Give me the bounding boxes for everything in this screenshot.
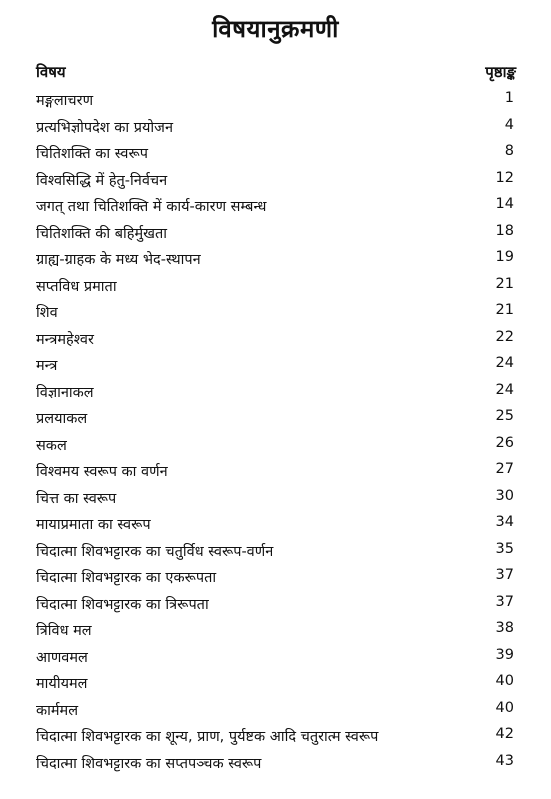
entry-page-number: 34 bbox=[495, 514, 514, 530]
entry-page-number: 40 bbox=[495, 699, 514, 716]
contents-entry bbox=[0, 325, 551, 352]
entry-page-number: 43 bbox=[495, 752, 514, 769]
contents-entry bbox=[0, 537, 551, 564]
contents-entry bbox=[0, 563, 551, 590]
entry-title: विश्वसिद्धि में हेतु-निर्वचन bbox=[36, 172, 168, 189]
entry-title: चित्त का स्वरूप bbox=[36, 490, 117, 507]
entry-page-number: 21 bbox=[495, 302, 514, 318]
entry-page-number: 38 bbox=[495, 620, 514, 636]
contents-entry bbox=[0, 272, 551, 299]
entry-title: आणवमल bbox=[36, 649, 88, 666]
entry-page-number: 27 bbox=[495, 461, 514, 477]
contents-entry bbox=[0, 192, 551, 219]
entry-title: चिदात्मा शिवभट्टारक का शून्य, प्राण, पुर्यष्टक आदि चतुरात्म स्वरूप bbox=[36, 729, 379, 745]
entry-page-number: 30 bbox=[495, 487, 514, 504]
entry-title: मङ्गलाचरण bbox=[36, 93, 94, 109]
contents-entry bbox=[0, 431, 551, 458]
entry-title: प्रलयाकल bbox=[36, 411, 88, 427]
entry-page-number: 19 bbox=[495, 249, 514, 265]
entry-title: चिदात्मा शिवभट्टारक का सप्तपञ्चक स्वरूप bbox=[36, 755, 262, 772]
entry-title: चिदात्मा शिवभट्टारक का एकरूपता bbox=[36, 570, 217, 586]
page-title: विषयानुक्रमणी bbox=[212, 15, 339, 43]
entry-title: मायाप्रमाता का स्वरूप bbox=[36, 517, 151, 533]
entry-page-number: 24 bbox=[495, 355, 514, 371]
entry-page-number: 39 bbox=[495, 646, 514, 663]
contents-list bbox=[0, 86, 551, 775]
entry-title: जगत् तथा चितिशक्ति में कार्य-कारण सम्बन्ध bbox=[36, 199, 267, 215]
entry-title: त्रिविध मल bbox=[36, 623, 92, 639]
contents-entry bbox=[0, 696, 551, 723]
entry-title: कार्ममल bbox=[36, 702, 79, 719]
contents-entry bbox=[0, 298, 551, 325]
entry-page-number: 14 bbox=[495, 196, 514, 212]
entry-title: सप्तविध प्रमाता bbox=[36, 278, 117, 295]
entry-page-number: 26 bbox=[495, 434, 514, 451]
entry-page-number: 35 bbox=[495, 540, 514, 557]
contents-entry bbox=[0, 404, 551, 431]
entry-page-number: 4 bbox=[504, 116, 514, 133]
contents-entry bbox=[0, 113, 551, 140]
entry-title: चितिशक्ति की बहिर्मुखता bbox=[36, 225, 168, 242]
page-column-header: पृष्ठाङ्क bbox=[485, 63, 516, 81]
entry-title: शिव bbox=[36, 305, 58, 321]
contents-entry bbox=[0, 669, 551, 696]
entry-title: चितिशक्ति का स्वरूप bbox=[36, 146, 148, 162]
contents-entry bbox=[0, 86, 551, 113]
entry-page-number: 25 bbox=[495, 408, 514, 424]
contents-entry bbox=[0, 457, 551, 484]
entry-page-number: 40 bbox=[495, 673, 514, 689]
entry-page-number: 21 bbox=[495, 275, 514, 292]
entry-page-number: 18 bbox=[495, 222, 514, 239]
contents-entry bbox=[0, 722, 551, 749]
entry-page-number: 42 bbox=[495, 726, 514, 742]
entry-title: चिदात्मा शिवभट्टारक का चतुर्विध स्वरूप-वर्णन bbox=[36, 543, 274, 560]
contents-entry bbox=[0, 616, 551, 643]
contents-entry bbox=[0, 378, 551, 405]
contents-entry bbox=[0, 166, 551, 193]
entry-title: सकल bbox=[36, 437, 67, 454]
entry-page-number: 37 bbox=[495, 567, 514, 583]
contents-entry bbox=[0, 484, 551, 511]
contents-entry bbox=[0, 749, 551, 776]
column-header-row bbox=[36, 62, 516, 84]
entry-title: विश्वमय स्वरूप का वर्णन bbox=[36, 464, 168, 480]
contents-entry bbox=[0, 510, 551, 537]
entry-page-number: 22 bbox=[495, 328, 514, 345]
entry-title: ग्राह्य-ग्राहक के मध्य भेद-स्थापन bbox=[36, 252, 201, 268]
contents-entry bbox=[0, 219, 551, 246]
entry-title: चिदात्मा शिवभट्टारक का त्रिरूपता bbox=[36, 596, 209, 613]
entry-title: मायीयमल bbox=[36, 676, 88, 692]
contents-entry bbox=[0, 245, 551, 272]
entry-page-number: 37 bbox=[495, 593, 514, 610]
entry-page-number: 24 bbox=[495, 381, 514, 398]
entry-page-number: 1 bbox=[504, 90, 514, 106]
contents-entry bbox=[0, 351, 551, 378]
contents-entry bbox=[0, 590, 551, 617]
contents-entry bbox=[0, 139, 551, 166]
entry-page-number: 8 bbox=[504, 143, 514, 159]
entry-title: मन्त्रमहेश्वर bbox=[36, 331, 94, 348]
contents-entry bbox=[0, 643, 551, 670]
entry-title: मन्त्र bbox=[36, 358, 58, 374]
entry-title: प्रत्यभिज्ञोपदेश का प्रयोजन bbox=[36, 119, 173, 136]
entry-page-number: 12 bbox=[495, 169, 514, 186]
entry-title: विज्ञानाकल bbox=[36, 384, 94, 401]
subject-column-header: विषय bbox=[36, 63, 66, 81]
